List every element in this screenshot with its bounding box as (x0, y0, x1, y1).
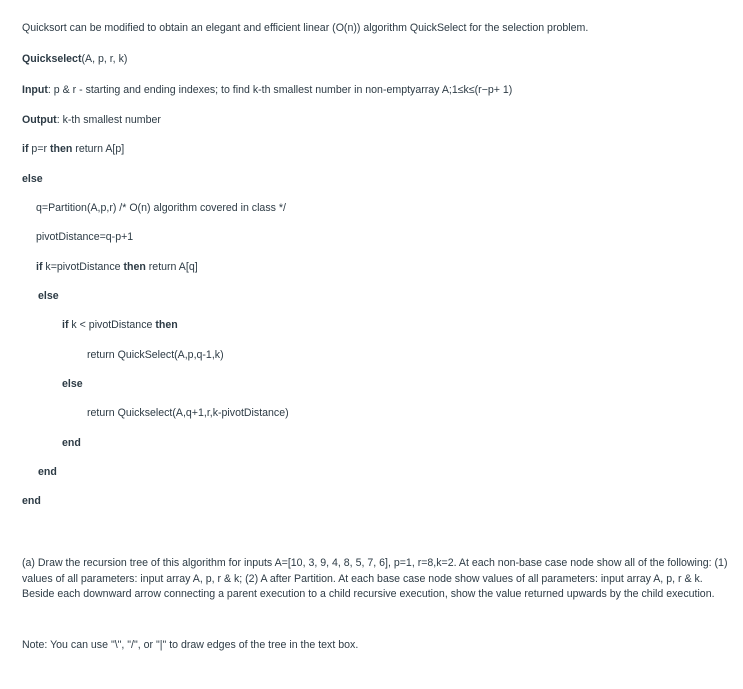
code-condition: p=r (28, 143, 50, 155)
output-line (22, 113, 161, 127)
code-partition: q=Partition(A,p,r) /* O(n) algorithm covered in class */ (36, 202, 286, 214)
keyword-if: if (22, 143, 29, 155)
output-label: Output (22, 114, 57, 126)
note-text: Note: You can use "\", "/", or "|" to draw edges of the tree in the text box. (22, 639, 359, 651)
code-else-3 (62, 377, 83, 391)
code-return: return A[p] (72, 143, 125, 155)
keyword-end: end (62, 437, 81, 449)
code-condition: k=pivotDistance (42, 261, 124, 273)
keyword-then: then (155, 319, 178, 331)
code-end-outer (22, 494, 41, 508)
intro-text: Quicksort can be modified to obtain an elegant and efficient linear (O(n)) algorithm QuickSelect for the selection problem. (22, 22, 589, 34)
question-text: (a) Draw the recursion tree of this algorithm for inputs A=[10, 3, 9, 4, 8, 5, 7, 6], p=1, r=8,k=2. At each non-base case node show all of the following: (1) values of all parameters: input array A, p, r & k; (2) A after Partition. At each base case node show values of all parameters: input array A, p, r & k. Beside each downward arrow connecting a parent execution to a child recursive execution, show the value returned upwards by the child execution. (22, 557, 728, 600)
keyword-if: if (62, 319, 69, 331)
algorithm-name: Quickselect (22, 53, 82, 65)
algorithm-params: (A, p, r, k) (81, 53, 128, 65)
keyword-then: then (49, 143, 73, 155)
output-text: : k-th smallest number (56, 114, 161, 126)
keyword-else: else (22, 173, 43, 185)
input-label: Input (22, 84, 48, 96)
keyword-end: end (38, 466, 57, 478)
code-else-1 (22, 172, 43, 186)
keyword-else: else (38, 290, 59, 302)
input-line (22, 83, 512, 97)
keyword-end: end (22, 495, 41, 507)
input-text: : p & r - starting and ending indexes; to find k-th smallest number in non-emptyarray A;1≤k≤(r−p+ 1) (47, 84, 513, 96)
algorithm-signature (22, 52, 127, 66)
code-line-if-less (62, 318, 178, 332)
code-pivot-distance: pivotDistance=q-p+1 (36, 231, 134, 243)
code-return: return A[q] (145, 261, 198, 273)
code-return-right: return Quickselect(A,q+1,r,k-pivotDistance) (87, 407, 289, 419)
keyword-then: then (123, 261, 146, 273)
keyword-if: if (36, 261, 43, 273)
code-return-left: return QuickSelect(A,p,q-1,k) (87, 349, 224, 361)
code-condition: k < pivotDistance (68, 319, 156, 331)
code-end-inner (62, 436, 81, 450)
code-else-2 (38, 289, 59, 303)
keyword-else: else (62, 378, 83, 390)
code-line-if-equal (36, 260, 198, 274)
code-end-middle (38, 465, 57, 479)
code-line-if-base (22, 142, 124, 156)
